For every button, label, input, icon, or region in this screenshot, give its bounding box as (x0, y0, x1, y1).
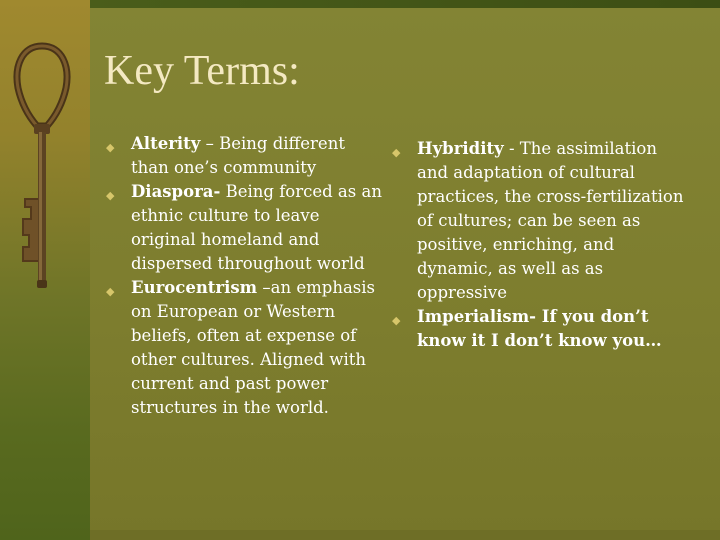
antique-key-icon (4, 40, 80, 300)
term-label: Hybridity (417, 139, 504, 158)
term-label: Imperialism- (417, 307, 536, 326)
left-term-list (106, 132, 382, 420)
list-item-diaspora (106, 180, 382, 276)
diamond-bullet-icon: ◆ (106, 189, 115, 202)
term-definition: – Being different than one’s community (131, 134, 345, 177)
term-label: Alterity (131, 134, 201, 153)
diamond-bullet-icon: ◆ (392, 314, 401, 327)
term-definition: Being forced as an ethnic culture to leave original homeland and dispersed throughout world (131, 182, 382, 273)
list-item-hybridity (392, 137, 692, 305)
list-item-eurocentrism (106, 276, 382, 420)
term-definition: If you don’t know it I don’t know you… (417, 307, 662, 350)
term-label: Eurocentrism (131, 278, 258, 297)
top-decorative-strip (90, 0, 720, 8)
term-definition: –an emphasis on European or Western beliefs, often at expense of other cultures. Aligned with current and past power structures in the world. (131, 278, 376, 417)
diamond-bullet-icon: ◆ (106, 285, 115, 298)
diamond-bullet-icon: ◆ (106, 141, 115, 154)
slide-title: Key Terms: (104, 48, 300, 94)
list-item-imperialism (392, 305, 692, 353)
term-label: Diaspora- (131, 182, 221, 201)
list-item-alterity (106, 132, 382, 180)
term-definition: - The assimilation and adaptation of cultural practices, the cross-fertilization of cultures; can be seen as positive, enriching, and dynamic, as well as as oppressive (417, 139, 684, 302)
right-term-list (392, 137, 692, 353)
bottom-decorative-strip (90, 530, 720, 540)
diamond-bullet-icon: ◆ (392, 146, 401, 159)
